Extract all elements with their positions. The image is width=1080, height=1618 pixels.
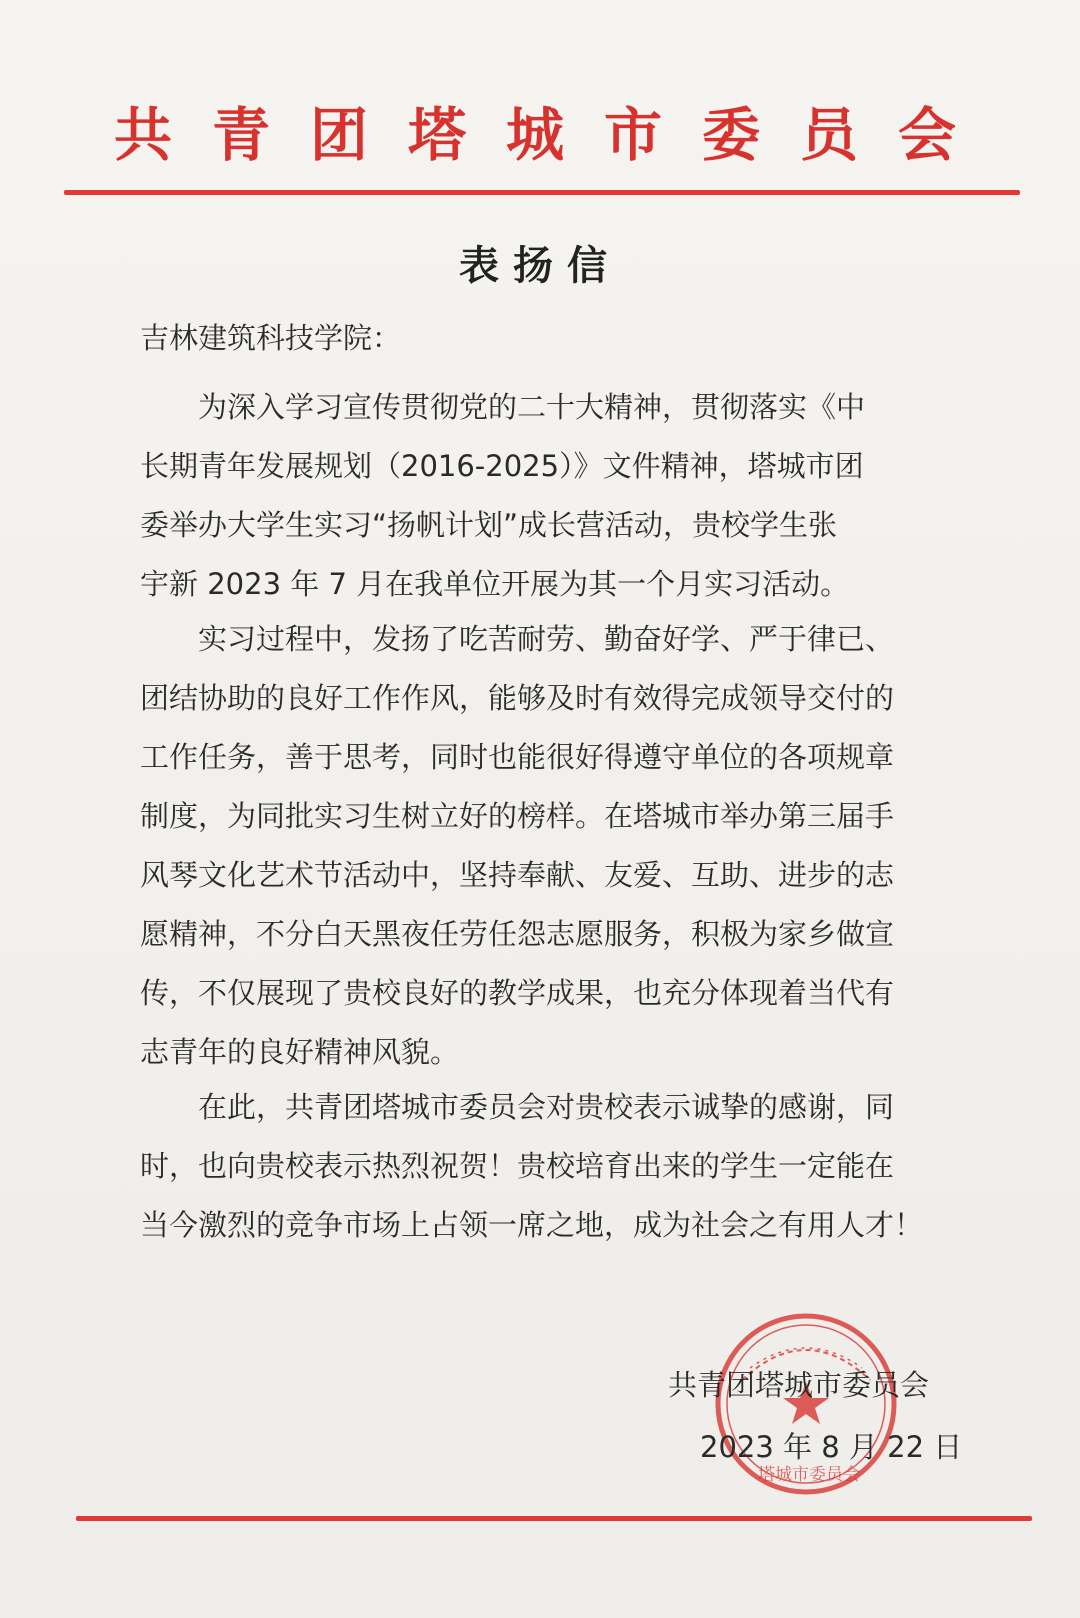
paragraph-line: 长期青年发展规划（2016-2025）》文件精神，塔城市团 bbox=[140, 449, 864, 483]
paragraph-line: 委举办大学生实习“扬帆计划”成长营活动，贵校学生张 bbox=[140, 508, 838, 542]
paragraph-line: 当今激烈的竞争市场上占领一席之地，成为社会之有用人才！ bbox=[140, 1208, 924, 1242]
paragraph-1 bbox=[140, 378, 964, 614]
signature-date: 2023 年 8 月 22 日 bbox=[700, 1430, 963, 1464]
salutation: 吉林建筑科技学院： bbox=[140, 321, 402, 355]
paragraph-line: 传，不仅展现了贵校良好的教学成果，也充分体现着当代有 bbox=[140, 976, 895, 1010]
paragraph-line: 宇新 2023 年 7 月在我单位开展为其一个月实习活动。 bbox=[140, 567, 850, 601]
top-red-rule bbox=[64, 190, 1020, 195]
paragraph-3 bbox=[140, 1078, 964, 1255]
paragraph-line: 时，也向贵校表示热烈祝贺！贵校培育出来的学生一定能在 bbox=[140, 1149, 895, 1183]
seal-text: 塔城市委员会 bbox=[758, 1465, 860, 1485]
paragraph-line: 在此，共青团塔城市委员会对贵校表示诚挚的感谢，同 bbox=[198, 1090, 895, 1124]
paragraph-line: 团结协助的良好工作作风，能够及时有效得完成领导交付的 bbox=[140, 681, 895, 715]
paragraph-2 bbox=[140, 610, 964, 1082]
paragraph-line: 志青年的良好精神风貌。 bbox=[140, 1035, 460, 1069]
paragraph-line: 为深入学习宣传贯彻党的二十大精神，贯彻落实《中 bbox=[198, 390, 866, 424]
signature-organization: 共青团塔城市委员会 bbox=[668, 1368, 930, 1402]
bottom-red-rule bbox=[76, 1516, 1032, 1521]
paragraph-line: 愿精神，不分白天黑夜任劳任怨志愿服务，积极为家乡做宣 bbox=[140, 917, 895, 951]
paragraph-line: 风琴文化艺术节活动中，坚持奉献、友爱、互助、进步的志 bbox=[140, 858, 895, 892]
paragraph-line: 工作任务，善于思考，同时也能很好得遵守单位的各项规章 bbox=[140, 740, 895, 774]
letter-title: 表扬信 bbox=[459, 242, 621, 289]
letterhead-title: 共青团塔城市委员会 bbox=[113, 101, 996, 169]
paragraph-line: 实习过程中，发扬了吃苦耐劳、勤奋好学、严于律已、 bbox=[198, 622, 895, 656]
paragraph-line: 制度，为同批实习生树立好的榜样。在塔城市举办第三届手 bbox=[140, 799, 895, 833]
